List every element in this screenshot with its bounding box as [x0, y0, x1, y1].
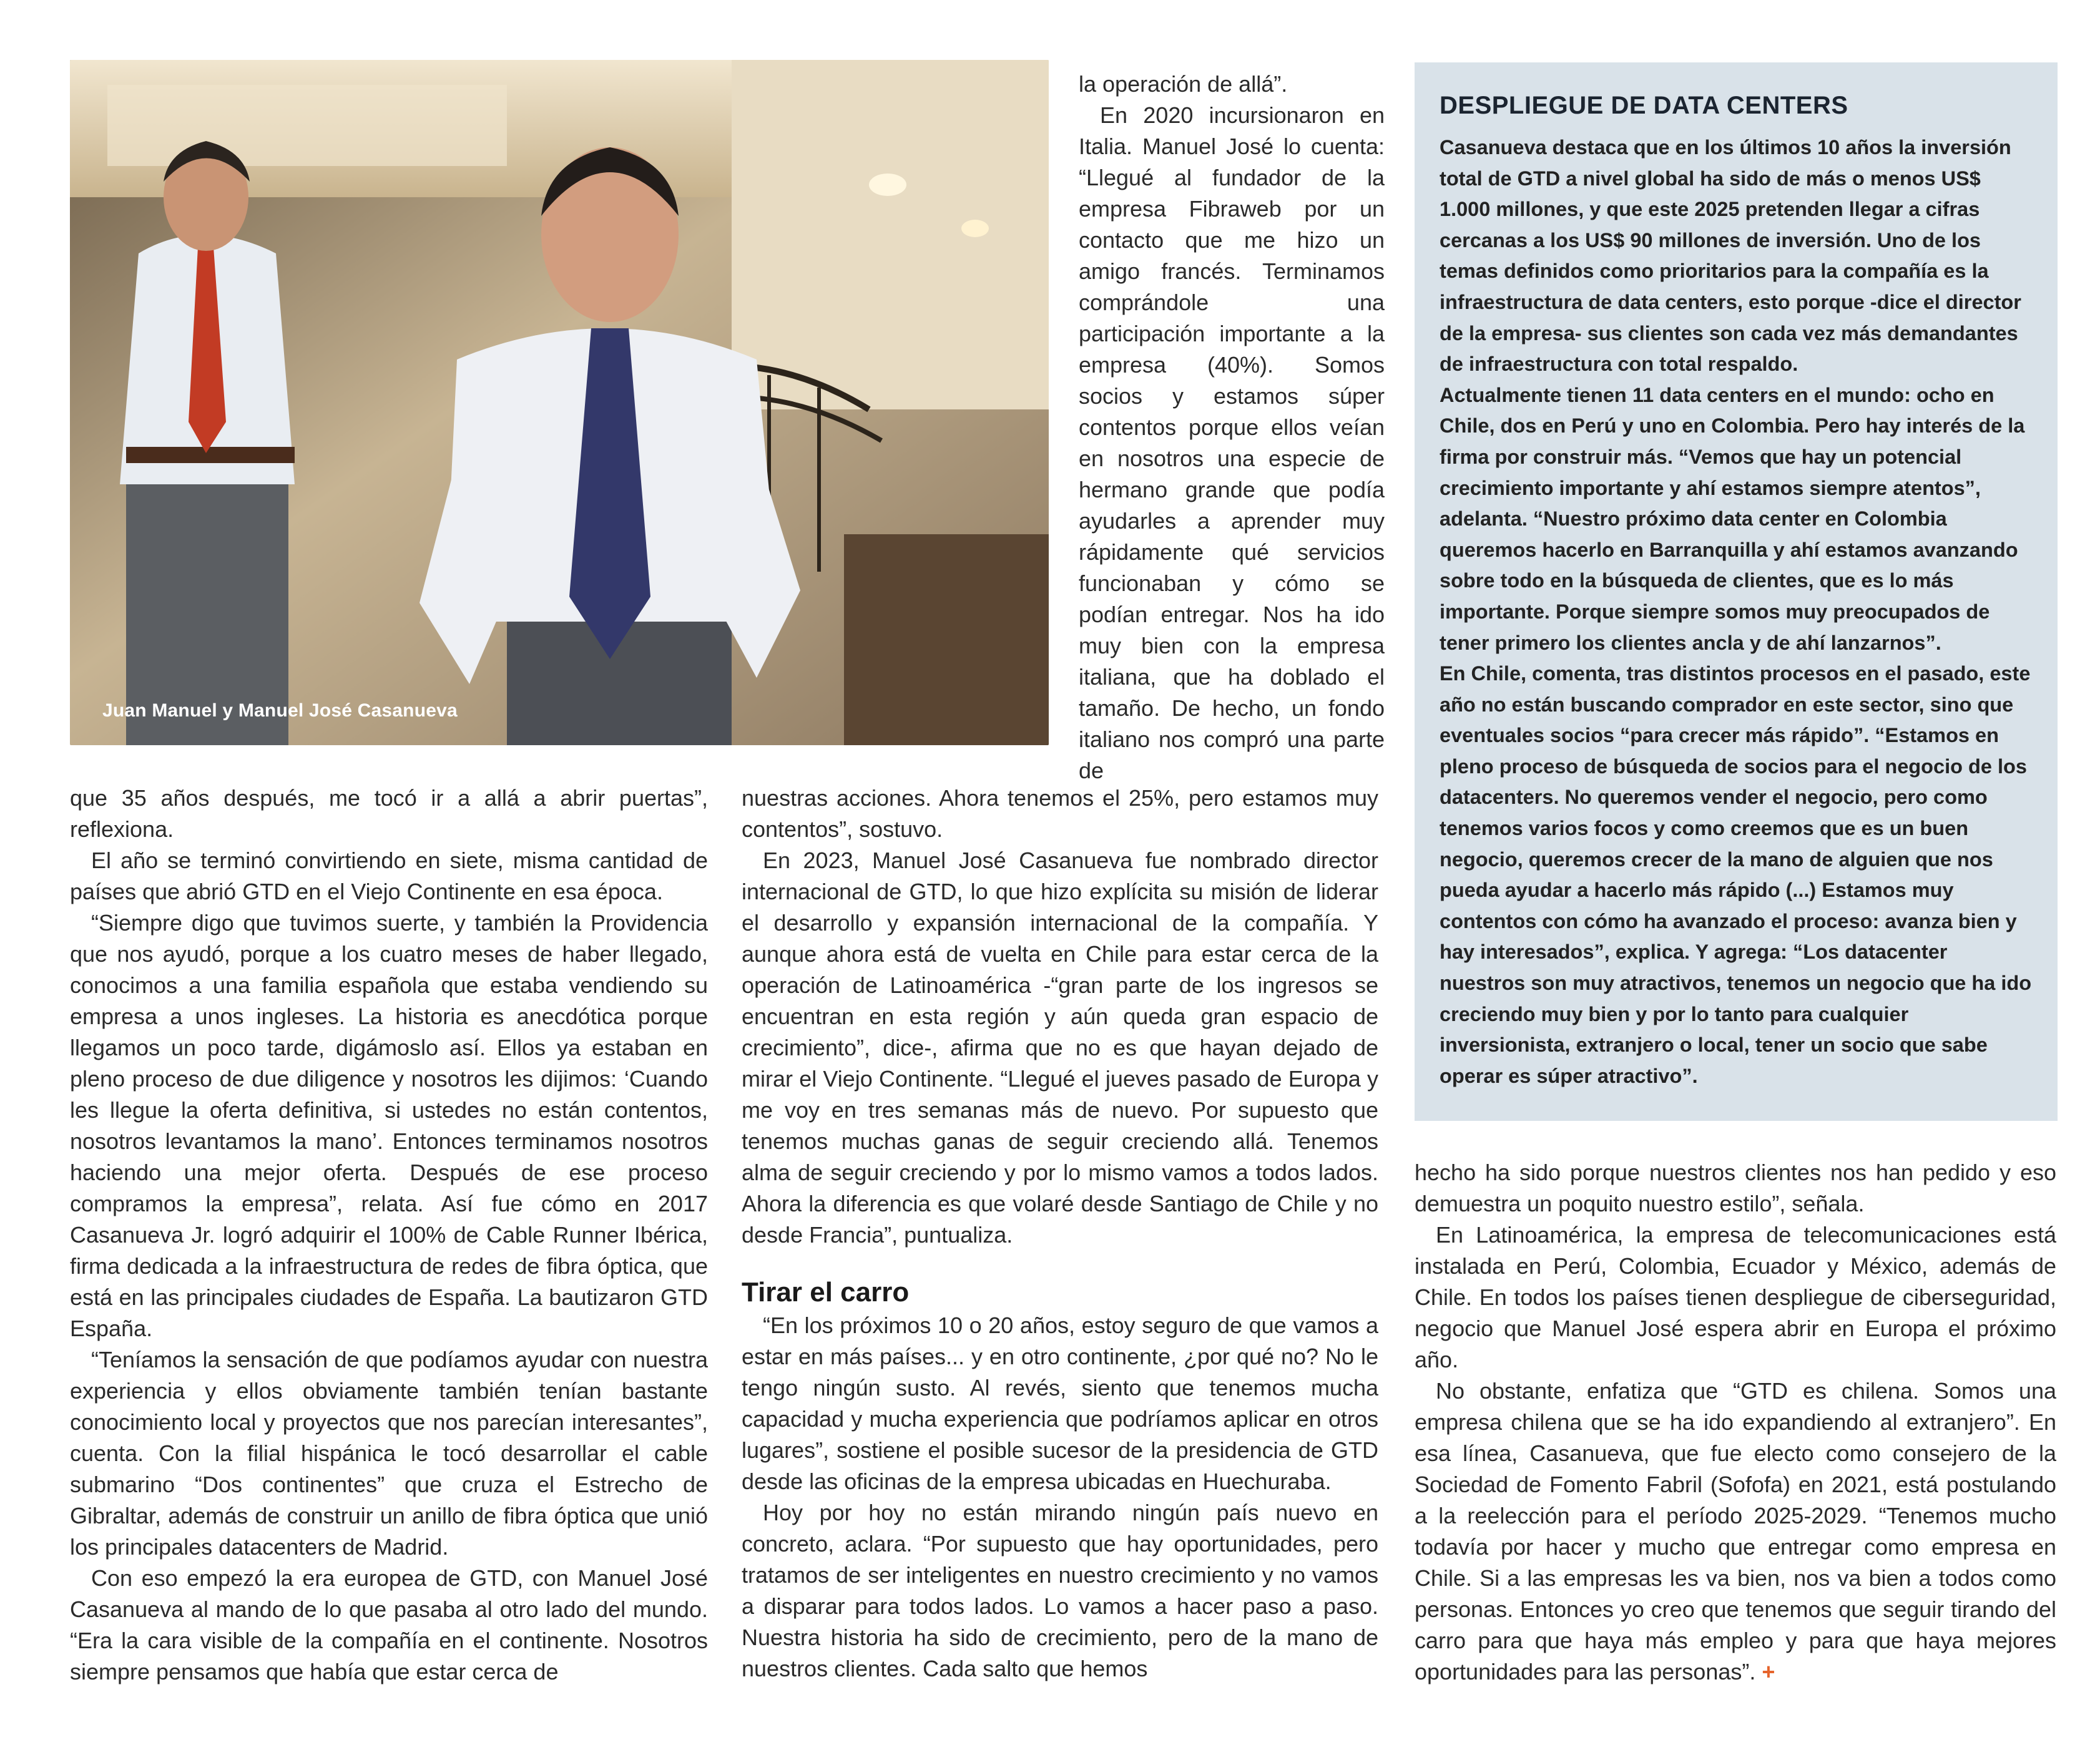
sidebar-paragraph: En Chile, comenta, tras distintos procesos en el pasado, este año no están buscando comprador en este sector, sino que eventuales socios “para crecer más rápido”. “Estamos en pleno proceso de búsqueda de socios para el negocio de los datacenters. No queremos vender el negocio, pero como tenemos varios focos y como creemos que es un buen negocio, queremos crecer de la mano de alguien que nos pueda ayudar a hacerlo más rápido (...) Estamos muy contentos con cómo ha avanzado el proceso: avanza bien y hay interesados”, explica. Y agrega: “Los datacenter nuestros son muy atractivos, tenemos un negocio que ha ido creciendo muy bien y por lo tanto para cualquier inversionista, extranjero o local, tener un socio que sabe operar es súper atractivo”.: [1440, 662, 2032, 1087]
portrait-illustration: [70, 60, 1049, 745]
paragraph: En Latinoamérica, la empresa de telecomunicaciones está instalada en Perú, Colombia, Ecuador y México, además de Chile. En todos los países tienen despliegue de ciberseguridad, negocio que Manuel José espera abrir en Europa el próximo año.: [1415, 1222, 2056, 1372]
photo-caption: Juan Manuel y Manuel José Casanueva: [102, 700, 458, 721]
column-2: [742, 783, 1378, 1251]
column-2-section: [742, 1275, 1378, 1684]
sidebar-paragraph: Casanueva destaca que en los últimos 10 años la inversión total de GTD a nivel global ha sido de más o menos US$ 1.000 millones, y que este 2025 pretenden llegar a cifras cercanas a los US$ 90 millones de inversión. Uno de los temas definidos como prioritarios para la compañía es la infraestructura de data centers, esto porque -dice el director de la empresa- sus clientes son cada vez más demandantes de infraestructura con total respaldo.: [1440, 136, 2021, 376]
column-1: [70, 783, 708, 1688]
section-subhead: Tirar el carro: [742, 1277, 910, 1308]
paragraph: nuestras acciones. Ahora tenemos el 25%, pero estamos muy contentos”, sostuvo.: [742, 785, 1378, 842]
paragraph: Con eso empezó la era europea de GTD, con Manuel José Casanueva al mando de lo que pasaba al otro lado del mundo. “Era la cara visible de la compañía en el continente. Nosotros siempre pensamos que había que estar cerca de: [70, 1565, 708, 1684]
sidebar-title: DESPLIEGUE DE DATA CENTERS: [1440, 92, 1848, 119]
paragraph: [1415, 1376, 2056, 1688]
paragraph: “Teníamos la sensación de que podíamos ayudar con nuestra experiencia y ellos obviamente también tenían bastante conocimiento local y proyectos que nos parecían interesantes”, cuenta. Con la filial hispánica le tocó desarrollar el cable submarino “Dos continentes” que cruza el Estrecho de Gibraltar, además de construir un anillo de fibra óptica que unió los principales datacenters de Madrid.: [70, 1347, 708, 1560]
article-photo: [70, 60, 1049, 745]
paragraph: la operación de allá”.: [1079, 71, 1288, 97]
sidebar-box: [1415, 62, 2058, 1121]
paragraph: El año se terminó convirtiendo en siete, misma cantidad de países que abrió GTD en el Viejo Continente en esa época.: [70, 848, 708, 904]
paragraph: “En los próximos 10 o 20 años, estoy seguro de que vamos a estar en más países... y en otro continente, ¿por qué no? No le tengo ningún susto. Al revés, siento que tenemos mucha capacidad y mucha experiencia que podríamos aplicar en otros lugares”, sostiene el posible sucesor de la presidencia de GTD desde las oficinas de la empresa ubicadas en Huechuraba.: [742, 1312, 1378, 1494]
paragraph: hecho ha sido porque nuestros clientes nos han pedido y eso demuestra un poquito nuestro estilo”, señala.: [1415, 1160, 2056, 1216]
paragraph: En 2023, Manuel José Casanueva fue nombrado director internacional de GTD, lo que hizo explícita su misión de liderar el desarrollo y expansión internacional de la compañía. Y aunque ahora está de vuelta en Chile para estar cerca de la operación de Latinoamérica -“gran parte de los ingresos se encuentran en esta región y aún queda gran espacio de crecimiento”, dice-, afirma que no es que hayan dejado de mirar el Viejo Continente. “Llegué el jueves pasado de Europa y me voy en tres semanas más de nuevo. Por supuesto que tenemos muchas ganas de seguir creciendo allá. Tenemos alma de seguir creciendo y por lo mismo vamos a todos lados. Ahora la diferencia es que volaré desde Santiago de Chile y no desde Francia”, puntualiza.: [742, 848, 1378, 1248]
paragraph-text: No obstante, enfatiza que “GTD es chilena. Somos una empresa chilena que se ha ido expandiendo al extranjero”. En esa línea, Casanueva, que fue electo como consejero de la Sociedad de Fomento Fabril (Sofofa) en 2021, está postulando a la reelección para el período 2025-2029. “Tenemos mucho todavía por hacer y mucho que entregar como empresa en Chile. Si a las empresas les va bien, nos va bien a todos como personas. Entonces yo creo que tenemos que seguir tirando del carro para que haya más empleo y para que haya mejores oportunidades para las personas”.: [1415, 1378, 2056, 1684]
paragraph: Hoy por hoy no están mirando ningún país nuevo en concreto, aclara. “Por supuesto que hay oportunidades, pero tratamos de ser inteligentes en nuestro crecimiento y no vamos a disparar para todos lados. Lo vamos a hacer paso a paso. Nuestra historia ha sido de crecimiento, pero de la mano de nuestros clientes. Cada salto que hemos: [742, 1500, 1378, 1681]
column-3: [1415, 1157, 2056, 1688]
sidebar-paragraph: Actualmente tienen 11 data centers en el mundo: ocho en Chile, dos en Perú y uno en Colombia. Pero hay interés de la firma por construir más. “Vemos que hay un potencial crecimiento importante y ahí estamos siempre atentos”, adelanta. “Nuestro próximo data center en Colombia queremos hacerlo en Barranquilla y ahí estamos avanzando sobre todo en la búsqueda de clientes, que es lo más importante. Porque siempre somos muy preocupados de tener primero los clientes ancla y de ahí lanzarnos”.: [1440, 383, 2025, 654]
end-mark-icon: +: [1762, 1659, 1775, 1684]
paragraph: En 2020 incursionaron en Italia. Manuel José lo cuenta: “Llegué al fundador de la empresa Fibraweb por un contacto que me hizo un amigo francés. Terminamos comprándole una participación importante a la empresa (40%). Somos socios y estamos súper contentos porque ellos veían en nosotros una especie de hermano grande que podía ayudarles a aprender muy rápidamente qué servicios funcionaban y cómo se podían entregar. Nos ha ido muy bien con la empresa italiana, que ha doblado el tamaño. De hecho, un fondo italiano nos compró una parte de: [1079, 102, 1385, 783]
paragraph: “Siempre digo que tuvimos suerte, y también la Providencia que nos ayudó, porque a los cuatro meses de haber llegado, conocimos a una familia española que estaba vendiendo su empresa a unos ingleses. La historia es anecdótica porque llegamos un poco tarde, digámoslo así. Ellos ya estaban en pleno proceso de due diligence y nosotros les dijimos: ‘Cuando les llegue la oferta definitiva, si ustedes no están contentos, nosotros levantamos la mano’. Entonces terminamos nosotros haciendo una mejor oferta. Después de ese proceso compramos la empresa”, relata. Así fue cómo en 2017 Casanueva Jr. logró adquirir el 100% de Cable Runner Ibérica, firma dedicada a la infraestructura de redes de fibra óptica, que está en las principales ciudades de España. La bautizaron GTD España.: [70, 910, 708, 1341]
paragraph: que 35 años después, me tocó ir a allá a abrir puertas”, reflexiona.: [70, 785, 708, 842]
column-2-top: [1079, 69, 1385, 786]
